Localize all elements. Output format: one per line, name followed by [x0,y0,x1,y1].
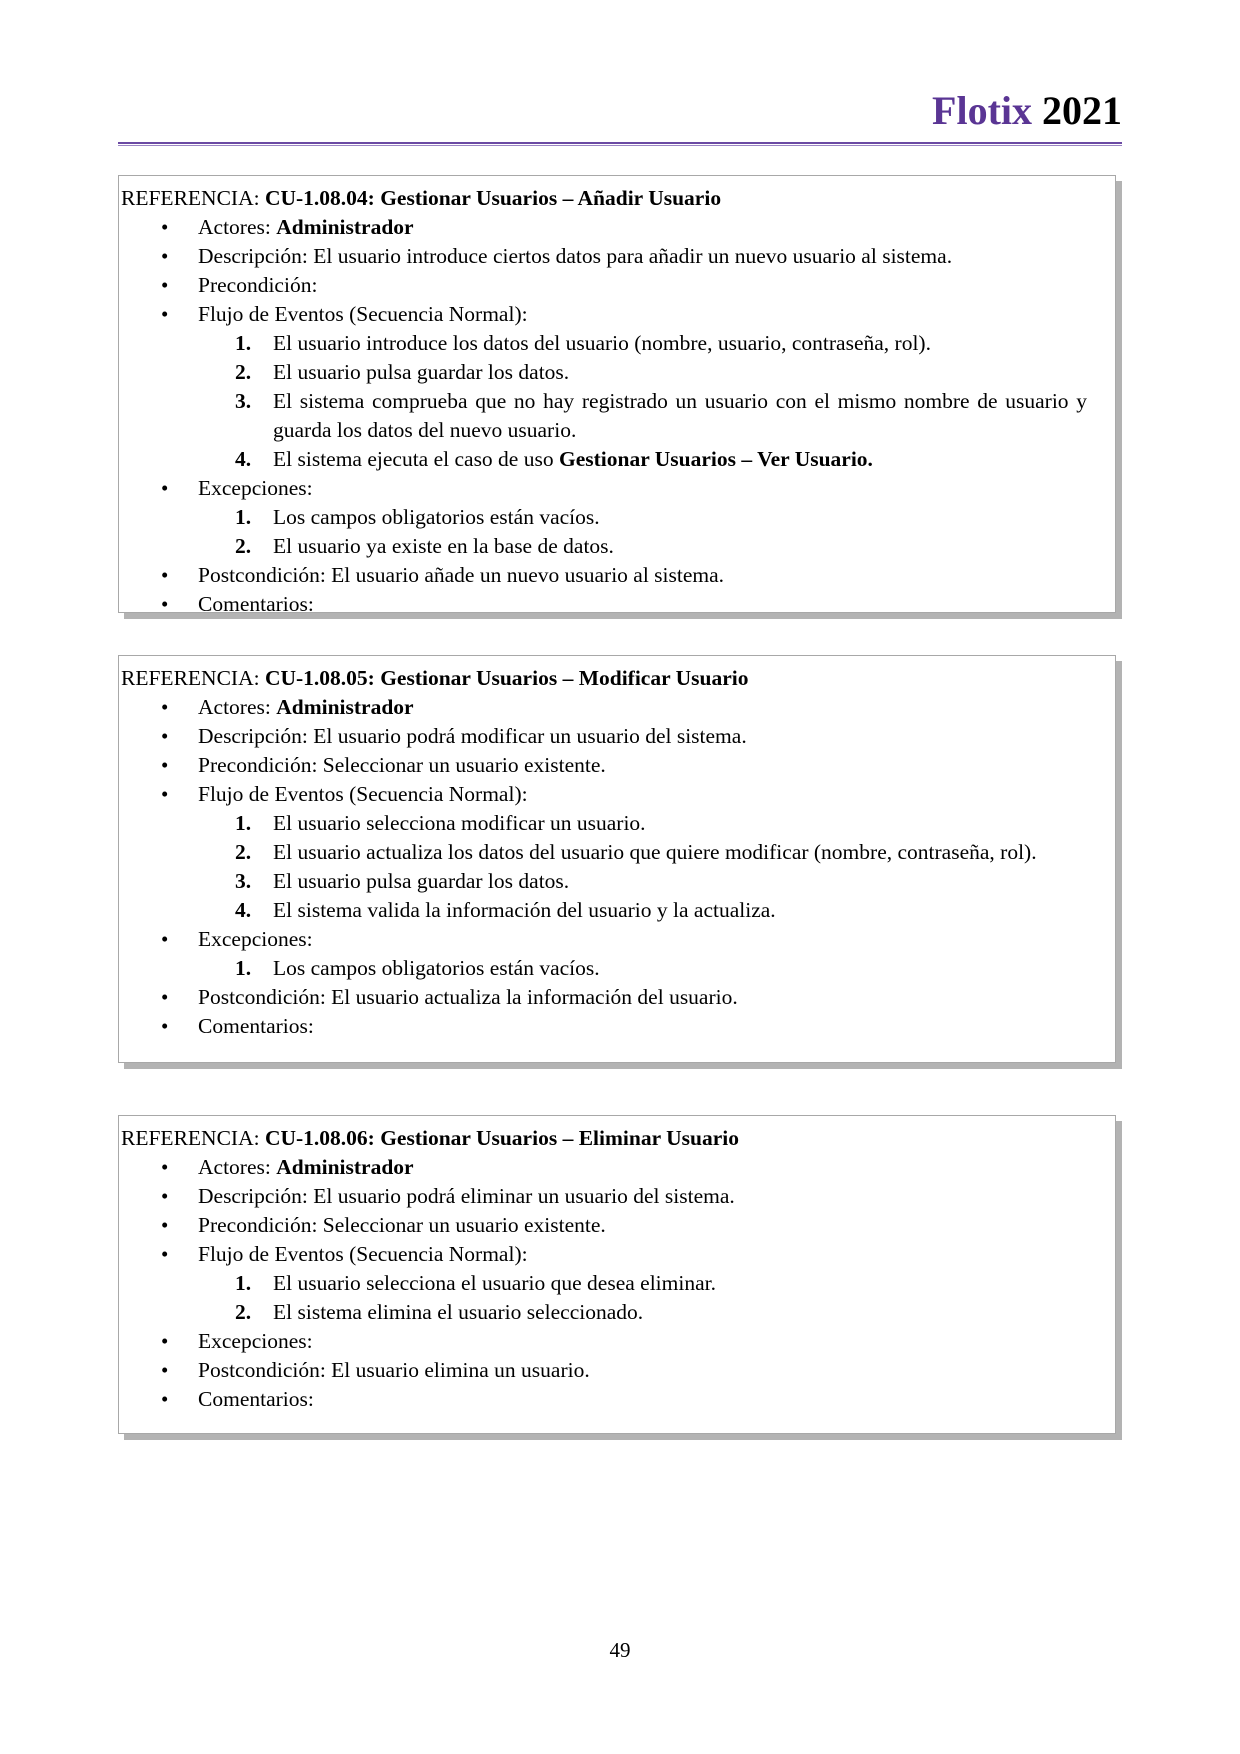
step-number: 2. [235,1300,252,1324]
use-case-card [118,1115,1116,1434]
page-header [118,88,1122,134]
step-text: El usuario pulsa guardar los datos. [273,869,570,893]
field-flujo [121,1240,1087,1327]
field-excepciones [121,925,1087,983]
header-rule [118,142,1122,144]
flujo-step [198,1298,1087,1327]
step-text: Los campos obligatorios están vacíos. [273,505,600,529]
step-text: Los campos obligatorios están vacíos. [273,956,600,980]
flujo-steps [198,809,1087,925]
use-case-reference [121,1124,1087,1153]
step-text: El sistema ejecuta el caso de uso [273,447,559,471]
step-text: El sistema comprueba que no hay registrado un usuario con el mismo nombre de usuario y guarda los datos del nuevo usuario. [273,389,1087,442]
use-case-fields [121,213,1087,619]
reference-title: Gestionar Usuarios – Eliminar Usuario [380,1126,739,1150]
document-year: 2021 [1042,88,1122,133]
use-case-fields [121,693,1087,1041]
flujo-label: Flujo de Eventos (Secuencia Normal): [198,302,528,326]
step-number: 1. [235,956,252,980]
actores-value: Administrador [276,695,414,719]
step-text: El usuario actualiza los datos del usuario que quiere modificar (nombre, contraseña, rol). [273,840,1037,864]
field-comentarios: • Comentarios: [121,1385,1087,1414]
flujo-step [198,1269,1087,1298]
field-actores [121,1153,1087,1182]
step-number: 1. [235,811,252,835]
flujo-label: Flujo de Eventos (Secuencia Normal): [198,1242,528,1266]
flujo-step [198,358,1087,387]
field-flujo [121,780,1087,925]
step-number: 2. [235,360,252,384]
field-precondicion: • Precondición: Seleccionar un usuario existente. [121,1211,1087,1240]
field-postcondicion: • Postcondición: El usuario actualiza la información del usuario. [121,983,1087,1012]
field-flujo [121,300,1087,474]
step-number: 1. [235,331,252,355]
reference-code: CU-1.08.05: [264,666,375,690]
actores-value: Administrador [276,215,414,239]
excepciones-label: Excepciones: [198,476,313,500]
field-comentarios: • Comentarios: [121,1012,1087,1041]
step-number: 1. [235,505,252,529]
step-text: El usuario ya existe en la base de datos. [273,534,614,558]
field-precondicion: • Precondición: Seleccionar un usuario existente. [121,751,1087,780]
excepciones-list [198,954,1087,983]
brand-name: Flotix [932,88,1032,133]
field-descripcion: • Descripción: El usuario podrá modificar un usuario del sistema. [121,722,1087,751]
reference-code: CU-1.08.04: [264,186,375,210]
step-text: El sistema elimina el usuario seleccionado. [273,1300,644,1324]
use-case-reference [121,184,1087,213]
flujo-steps [198,329,1087,474]
field-actores [121,693,1087,722]
step-use-case-link-text: Gestionar Usuarios – Ver Usuario. [558,447,873,471]
field-postcondicion: • Postcondición: El usuario elimina un usuario. [121,1356,1087,1385]
step-number: 4. [235,447,252,471]
step-number: 2. [235,840,252,864]
reference-code: CU-1.08.06: [264,1126,375,1150]
reference-label: REFERENCIA: [121,1126,260,1150]
excepcion-item [198,954,1087,983]
step-number: 3. [235,389,252,413]
flujo-step [198,809,1087,838]
actores-label: Actores: [198,215,271,239]
reference-label: REFERENCIA: [121,666,260,690]
page-number: 49 [609,1638,631,1662]
flujo-step [198,387,1087,445]
flujo-step [198,329,1087,358]
step-number: 1. [235,1271,252,1295]
actores-label: Actores: [198,695,271,719]
field-descripcion: • Descripción: El usuario podrá eliminar un usuario del sistema. [121,1182,1087,1211]
step-text: El usuario selecciona el usuario que desea eliminar. [273,1271,716,1295]
document-title [932,88,1122,133]
field-actores [121,213,1087,242]
excepciones-label: Excepciones: [198,927,313,951]
field-descripcion: • Descripción: El usuario introduce ciertos datos para añadir un nuevo usuario al sistema. [121,242,1087,271]
header-rule-thin [118,145,1122,146]
excepciones-list [198,503,1087,561]
reference-title: Gestionar Usuarios – Modificar Usuario [380,666,749,690]
field-precondicion: • Precondición: [121,271,1087,300]
use-case-fields [121,1153,1087,1414]
step-text: El sistema valida la información del usuario y la actualiza. [273,898,776,922]
field-postcondicion: • Postcondición: El usuario añade un nuevo usuario al sistema. [121,561,1087,590]
step-number: 2. [235,534,252,558]
reference-label: REFERENCIA: [121,186,260,210]
actores-label: Actores: [198,1155,271,1179]
flujo-step [198,896,1087,925]
flujo-step [198,838,1087,867]
field-excepciones [121,474,1087,561]
use-case-card [118,175,1116,616]
step-text: El usuario selecciona modificar un usuario. [273,811,646,835]
step-number: 4. [235,898,252,922]
reference-title: Gestionar Usuarios – Añadir Usuario [380,186,722,210]
flujo-step [198,445,1087,474]
step-text: El usuario pulsa guardar los datos. [273,360,570,384]
use-case-card [118,655,1116,1063]
excepcion-item [198,532,1087,561]
excepcion-item [198,503,1087,532]
field-excepciones: • Excepciones: [121,1327,1087,1356]
flujo-step [198,867,1087,896]
field-comentarios: • Comentarios: [121,590,1087,619]
actores-value: Administrador [276,1155,414,1179]
flujo-steps [198,1269,1087,1327]
step-text: El usuario introduce los datos del usuario (nombre, usuario, contraseña, rol). [273,331,931,355]
use-case-reference [121,664,1087,693]
flujo-label: Flujo de Eventos (Secuencia Normal): [198,782,528,806]
step-number: 3. [235,869,252,893]
